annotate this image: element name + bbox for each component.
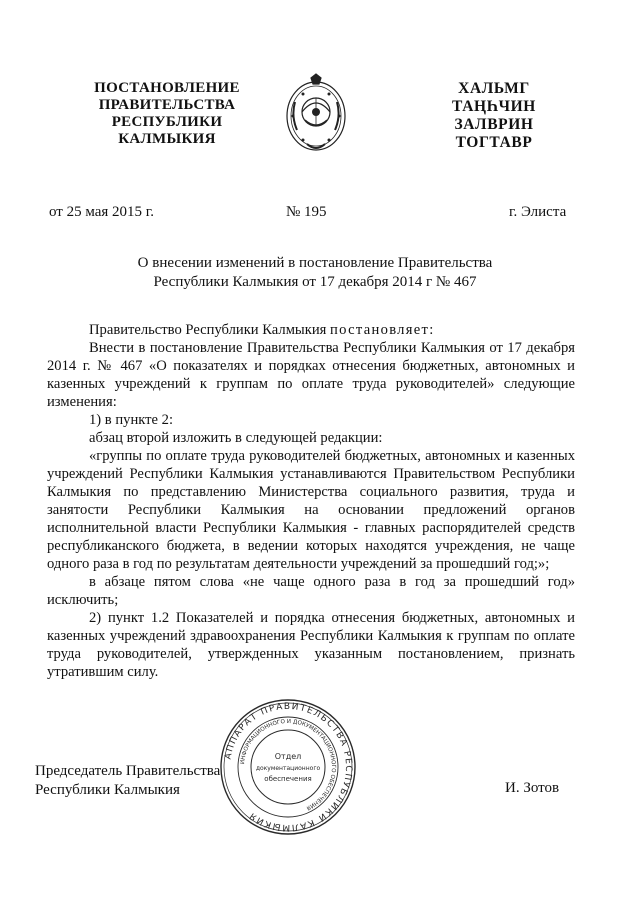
- document-body: [47, 321, 575, 681]
- title-line: Республики Калмыкия от 17 декабря 2014 г № 467: [153, 274, 477, 290]
- header-left-line: КАЛМЫКИЯ: [118, 131, 216, 147]
- stamp-center-line: обеспечения: [264, 775, 312, 783]
- header-right-line: ЗАЛВРИН: [454, 116, 534, 133]
- body-paragraph: абзац второй изложить в следующей редакции:: [89, 430, 383, 446]
- header-right-kalmyk: [434, 80, 554, 152]
- header-left-russian: [82, 80, 252, 148]
- body-paragraph: «группы по оплате труда руководителей бюджетных, автономных и казенных учреждений Республики Калмыкия устанавливаются Правительством Республики Калмыкия по представлению Министерства социального развития, труда и занятости Республики Калмыкия на основании предложений органов исполнительной власти Республики Калмыкия - главных распорядителей средств республиканского бюджета, в ведении которых находятся учреждения, не чаще одного раза в год по результатам деятельности учреждений за прошедший год;»;: [47, 448, 575, 572]
- stamp-center-line: документационного: [255, 765, 321, 772]
- body-paragraph: в абзаце пятом слова «не чаще одного раза в год за прошедший год» исключить;: [47, 574, 575, 608]
- document-number: № 195: [286, 204, 327, 220]
- body-paragraph: 1) в пункте 2:: [89, 412, 174, 428]
- signer-name: И. Зотов: [505, 780, 560, 796]
- stamp-center-line: Отдел: [274, 752, 302, 761]
- header-left-line: ПРАВИТЕЛЬСТВА: [98, 97, 236, 113]
- header-left-line: РЕСПУБЛИКИ: [111, 114, 223, 130]
- kalmykia-emblem-icon: [283, 72, 349, 154]
- lead-text: Правительство Республики Калмыкия: [89, 322, 330, 338]
- document-city: г. Элиста: [509, 204, 567, 220]
- lead-keyword: постановляет:: [330, 322, 435, 338]
- header-left-line: ПОСТАНОВЛЕНИЕ: [94, 80, 240, 96]
- official-stamp: [218, 697, 358, 837]
- body-paragraph: Внести в постановление Правительства Республики Калмыкия от 17 декабря 2014 г. № 467 «О показателях и порядках отнесения бюджетных, автономных и казенных учреждений к группам по оплате труда руководителей» следующие изменения:: [47, 340, 575, 410]
- document-title: [120, 254, 510, 292]
- resolution-lead: [47, 321, 575, 339]
- body-paragraph: 2) пункт 1.2 Показателей и порядка отнесения бюджетных, автономных и казенных учреждений здравоохранения Республики Калмыкия к группам по оплате труда руководителей, утвержденных указанным постановлением, признать утратившим силу.: [47, 610, 575, 680]
- title-line: О внесении изменений в постановление Правительства: [137, 255, 493, 271]
- signer-title-line: Республики Калмыкия: [35, 782, 180, 798]
- header-right-line: ХАЛЬМГ: [458, 80, 530, 97]
- header-right-line: ТОГТАВР: [455, 134, 533, 151]
- signer-title-line: Председатель Правительства: [35, 763, 221, 779]
- document-date: от 25 мая 2015 г.: [49, 204, 155, 220]
- stamp-middle-text: ИНФОРМАЦИОННОГО И ДОКУМЕНТАЦИОННОГО ОБЕСПЕЧЕНИЯ: [240, 718, 337, 811]
- stamp-outer-text: АППАРАТ ПРАВИТЕЛЬСТВА РЕСПУБЛИКИ КАЛМЫКИЯ: [223, 701, 354, 833]
- signer-title: [35, 762, 220, 800]
- header-right-line: ТАҢҺЧИН: [452, 98, 536, 115]
